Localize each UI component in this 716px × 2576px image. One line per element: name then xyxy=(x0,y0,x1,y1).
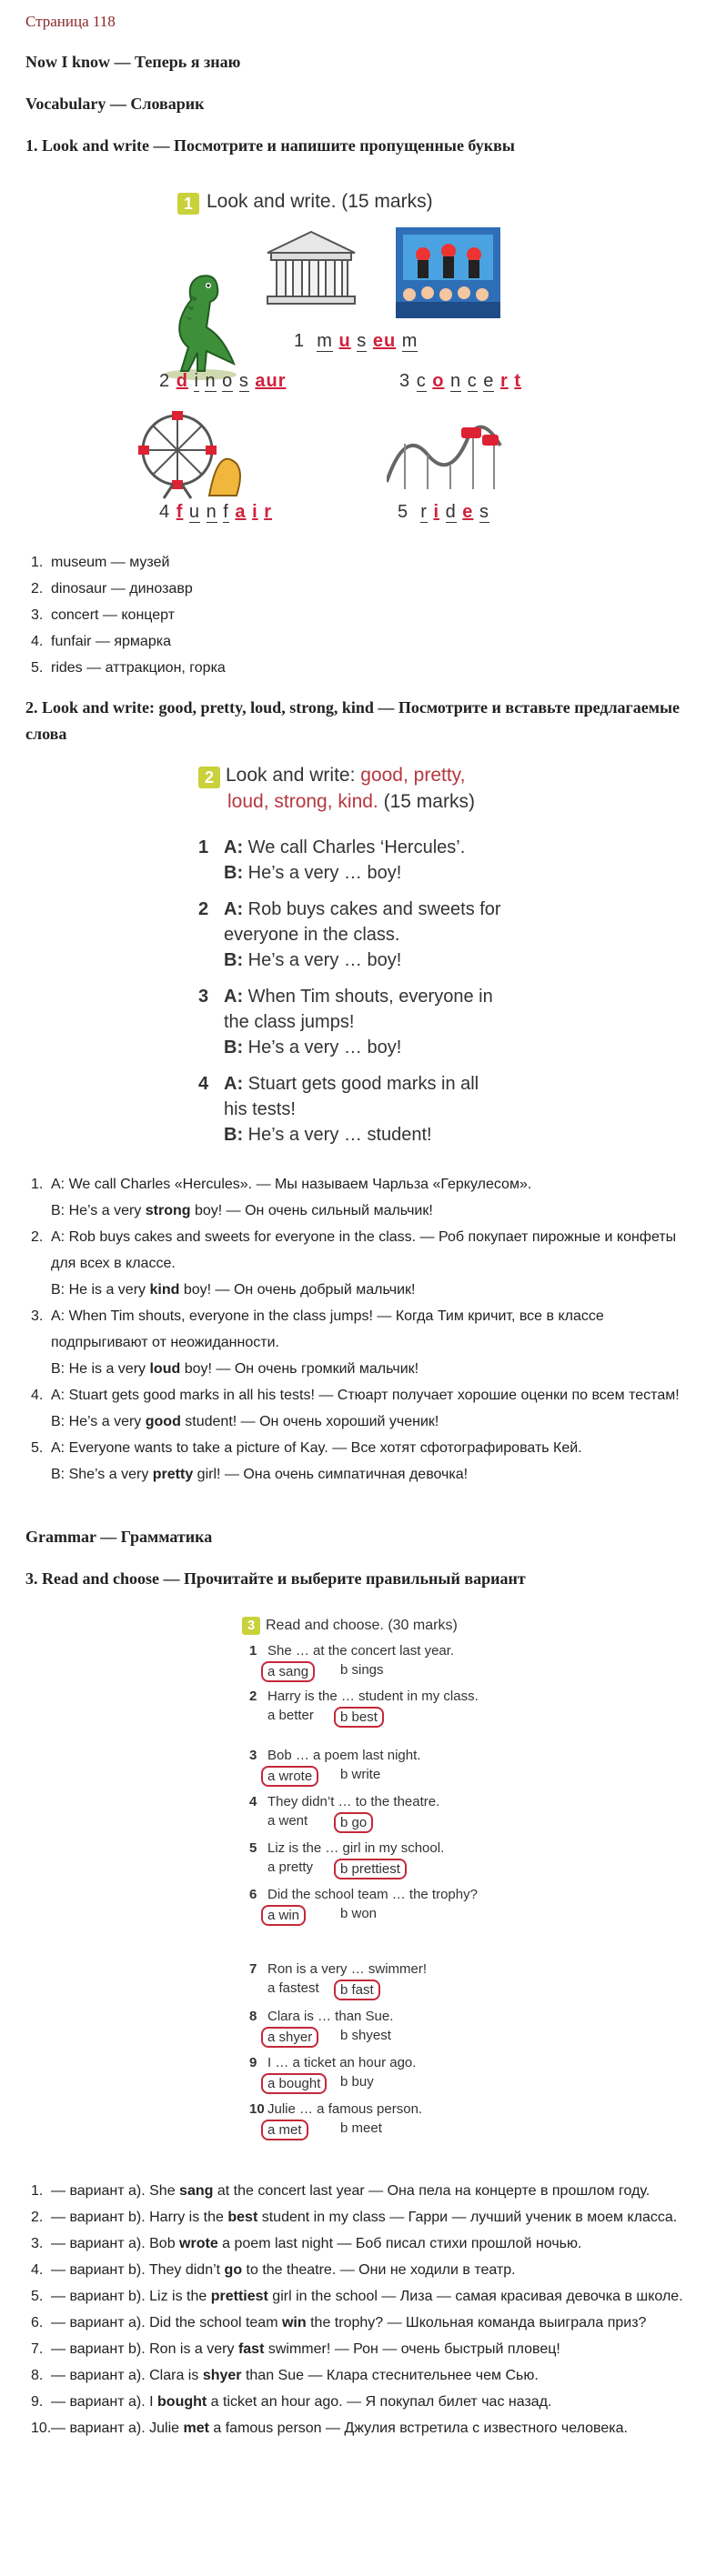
card3-question-5 xyxy=(249,1839,486,1879)
list-item: 9. — вариант a). I bought a ticket an hour ago. — Я покупал билет час назад. xyxy=(31,2394,552,2410)
funfair-illustration xyxy=(136,409,246,500)
word-letter: i xyxy=(194,371,199,391)
exercise-2-answers xyxy=(25,1171,694,1488)
word-4-funfair: 4 f u n f a i r xyxy=(159,502,273,522)
card3-question-7 xyxy=(249,1960,486,2000)
list-item: 6. — вариант a). Did the school team win the trophy? — Школьная команда выиграла приз? xyxy=(31,2315,647,2330)
list-item: 1. A: We call Charles «Hercules». — Мы называем Чарльза «Геркулесом». B: He’s a very strong boy! — Он очень сильный мальчик! xyxy=(31,1177,532,1218)
question-text: She … at the concert last year. xyxy=(267,1643,455,1659)
list-item: 2. — вариант b). Harry is the best student in my class — Гарри — лучший ученик в моем класса. xyxy=(31,2210,678,2225)
word-letter: s xyxy=(479,502,489,522)
word-letter: a xyxy=(235,502,247,522)
word-letter: aur xyxy=(255,371,287,391)
word-letter: m xyxy=(317,331,333,351)
option-a[interactable]: a met xyxy=(261,2120,308,2140)
card2-item-3: 3 A: When Tim shouts, everyone in the class jumps! B: He’s a very … boy! xyxy=(198,987,493,1057)
option-a[interactable]: a sang xyxy=(261,1661,315,1682)
word-letter: r xyxy=(499,371,509,391)
list-item: 4. funfair — ярмарка xyxy=(31,634,171,649)
card3-question-9 xyxy=(249,2054,486,2093)
option-b[interactable]: b go xyxy=(334,1812,373,1833)
option-a[interactable]: a wrote xyxy=(261,1766,318,1787)
word-letter: e xyxy=(462,502,474,522)
option-b[interactable]: b meet xyxy=(340,2120,382,2136)
word-letter: f xyxy=(223,502,229,522)
vocabulary-list xyxy=(25,549,694,681)
card3-question-3 xyxy=(249,1747,486,1786)
exercise-3-answers xyxy=(25,2178,694,2441)
exercise-1-card xyxy=(159,191,560,536)
question-text: Harry is the … student in my class. xyxy=(267,1689,479,1704)
list-item: 7. — вариант b). Ron is a very fast swimmer! — Рон — очень быстрый пловец! xyxy=(31,2341,560,2357)
card3-question-6 xyxy=(249,1886,486,1925)
list-item: 5. rides — аттракцион, горка xyxy=(31,660,226,676)
card1-badge: 1 xyxy=(177,193,199,215)
question-text: Liz is the … girl in my school. xyxy=(267,1840,445,1856)
dinosaur-illustration xyxy=(150,264,250,382)
word-letter: s xyxy=(357,331,368,351)
list-item: 3. — вариант a). Bob wrote a poem last night — Боб писал стихи прошлой ночью. xyxy=(31,2236,582,2251)
question-number: 6 xyxy=(249,1887,257,1902)
card3-title: 3 Read and choose. (30 marks) xyxy=(242,1617,458,1635)
list-item: 3. concert — концерт xyxy=(31,607,176,623)
word-3-concert: 3 c o n c e r t xyxy=(399,371,521,391)
word-letter: d xyxy=(176,371,188,391)
word-letter: n xyxy=(205,371,217,391)
list-item: 1. — вариант a). She sang at the concert last year — Она пела на концерте в прошлом году. xyxy=(31,2183,650,2199)
list-item: 2. A: Rob buys cakes and sweets for everyone in the class. — Роб покупает пирожные и конфеты для всех в классе. B: He is a very kind boy! — Он очень добрый мальчик! xyxy=(31,1229,677,1298)
word-letter: r xyxy=(264,502,273,522)
word-letter: o xyxy=(222,371,234,391)
option-a[interactable]: a better xyxy=(267,1708,314,1723)
option-b[interactable]: b best xyxy=(334,1707,384,1728)
question-text: They didn’t … to the theatre. xyxy=(267,1794,440,1809)
word-letter: s xyxy=(238,371,249,391)
option-a[interactable]: a win xyxy=(261,1905,306,1926)
word-2-dinosaur: 2 d i n o s aur xyxy=(159,371,287,391)
question-text: Did the school team … the trophy? xyxy=(267,1887,478,1902)
word-letter: c xyxy=(416,371,427,391)
breadcrumb[interactable]: Страница 118 xyxy=(25,13,116,30)
card3-question-8 xyxy=(249,2008,486,2047)
rides-illustration xyxy=(387,409,505,491)
question-number: 9 xyxy=(249,2055,257,2070)
section-grammar: Grammar — Грамматика xyxy=(25,1528,213,1546)
list-item: 3. A: When Tim shouts, everyone in the class jumps! — Когда Тим кричит, все в классе подпрыгивают от неожиданности. B: He is a very loud boy! — Он очень громкий мальчик! xyxy=(31,1308,604,1377)
option-a[interactable]: a bought xyxy=(261,2073,327,2094)
option-b[interactable]: b write xyxy=(340,1767,381,1782)
question-text: Clara is … than Sue. xyxy=(267,2009,394,2024)
option-a[interactable]: a fastest xyxy=(267,1980,319,1996)
list-item: 5. — вариант b). Liz is the prettiest girl in the school — Лиза — самая красивая девочка в школе. xyxy=(31,2289,683,2304)
list-item: 10. — вариант a). Julie met a famous person — Джулия встретила с известного человека. xyxy=(31,2421,628,2436)
section-now-i-know: Now I know — Теперь я знаю xyxy=(25,53,241,71)
question-text: Bob … a poem last night. xyxy=(267,1748,421,1763)
exercise-3-heading: 3. Read and choose — Прочитайте и выберите правильный вариант xyxy=(25,1569,526,1588)
word-letter: i xyxy=(252,502,258,522)
museum-illustration xyxy=(264,227,359,309)
card1-title xyxy=(177,191,433,215)
section-vocabulary: Vocabulary — Словарик xyxy=(25,95,205,113)
card2-item-2: 2 A: Rob buys cakes and sweets for everyone in the class. B: He’s a very … boy! xyxy=(198,899,501,970)
word-letter: i xyxy=(433,502,440,522)
word-letter: n xyxy=(450,371,462,391)
question-text: Julie … a famous person. xyxy=(267,2101,423,2117)
card3-question-10 xyxy=(249,2100,486,2140)
question-number: 10 xyxy=(249,2101,265,2117)
option-a[interactable]: a shyer xyxy=(261,2027,318,2048)
question-number: 3 xyxy=(249,1748,257,1763)
concert-illustration xyxy=(396,227,500,318)
list-item: 8. — вариант a). Clara is shyer than Sue — Клара стеснительнее чем Сью. xyxy=(31,2368,539,2383)
word-1-museum: 1 m u s eu m xyxy=(294,331,419,351)
list-item: 4. A: Stuart gets good marks in all his tests! — Стюарт получает хорошие оценки по всем тестам! B: He’s a very good student! — Он очень хороший ученик! xyxy=(31,1388,680,1429)
option-b[interactable]: b fast xyxy=(334,1980,380,2000)
option-b[interactable]: b prettiest xyxy=(334,1859,407,1879)
option-a[interactable]: a pretty xyxy=(267,1859,314,1875)
word-5-rides: 5 r i d e s xyxy=(398,502,489,522)
question-number: 4 xyxy=(249,1794,257,1809)
word-letter: eu xyxy=(372,331,397,351)
question-text: I … a ticket an hour ago. xyxy=(267,2055,417,2070)
word-letter: r xyxy=(420,502,428,522)
card3-badge: 3 xyxy=(242,1617,260,1635)
option-b[interactable]: b sings xyxy=(340,1662,384,1678)
question-number: 1 xyxy=(249,1643,257,1659)
exercise-2-heading: 2. Look and write: good, pretty, loud, strong, kind — Посмотрите и вставьте предлагаемые слова xyxy=(25,698,681,743)
option-b[interactable]: b buy xyxy=(340,2074,374,2090)
question-text: Ron is a very … swimmer! xyxy=(267,1961,428,1977)
question-number: 2 xyxy=(249,1689,257,1704)
card2-badge: 2 xyxy=(198,767,220,788)
word-letter: d xyxy=(445,502,457,522)
list-item: 5. A: Everyone wants to take a picture of Kay. — Все хотят сфотографировать Кей. B: She’s a very pretty girl! — Она очень симпатичная девочка! xyxy=(31,1440,582,1482)
card3-question-4 xyxy=(249,1793,486,1832)
list-item: 1. museum — музей xyxy=(31,555,170,570)
card2-item-1: 1 A: We call Charles ‘Hercules’. B: He’s a very … boy! xyxy=(198,837,466,883)
word-letter: u xyxy=(338,331,351,351)
card2-item-4: 4 A: Stuart gets good marks in all his tests! B: He’s a very … student! xyxy=(198,1074,479,1145)
option-b[interactable]: b shyest xyxy=(340,2028,391,2043)
option-b[interactable]: b won xyxy=(340,1906,378,1921)
question-number: 7 xyxy=(249,1961,257,1977)
word-letter: t xyxy=(514,371,521,391)
card2-title: 2 Look and write: good, pretty, loud, strong, kind. (15 marks) xyxy=(198,762,475,815)
list-item: 4. — вариант b). They didn’t go to the theatre. — Они не ходили в театр. xyxy=(31,2262,516,2278)
word-letter: m xyxy=(401,331,419,351)
word-letter: f xyxy=(176,502,184,522)
exercise-1-heading: 1. Look and write — Посмотрите и напишите пропущенные буквы xyxy=(25,136,515,155)
word-letter: c xyxy=(467,371,478,391)
word-letter: o xyxy=(432,371,445,391)
question-number: 5 xyxy=(249,1840,257,1856)
card1-title-text: Look and write. (15 marks) xyxy=(207,191,433,212)
exercise-3-card xyxy=(242,1617,515,2171)
card3-question-2 xyxy=(249,1688,486,1727)
card3-question-1 xyxy=(249,1642,486,1681)
question-number: 8 xyxy=(249,2009,257,2024)
exercise-2-card xyxy=(198,762,562,1162)
option-a[interactable]: a went xyxy=(267,1813,308,1829)
list-item: 2. dinosaur — динозавр xyxy=(31,581,193,596)
word-letter: u xyxy=(188,502,201,522)
word-letter: n xyxy=(206,502,217,522)
word-letter: e xyxy=(483,371,495,391)
